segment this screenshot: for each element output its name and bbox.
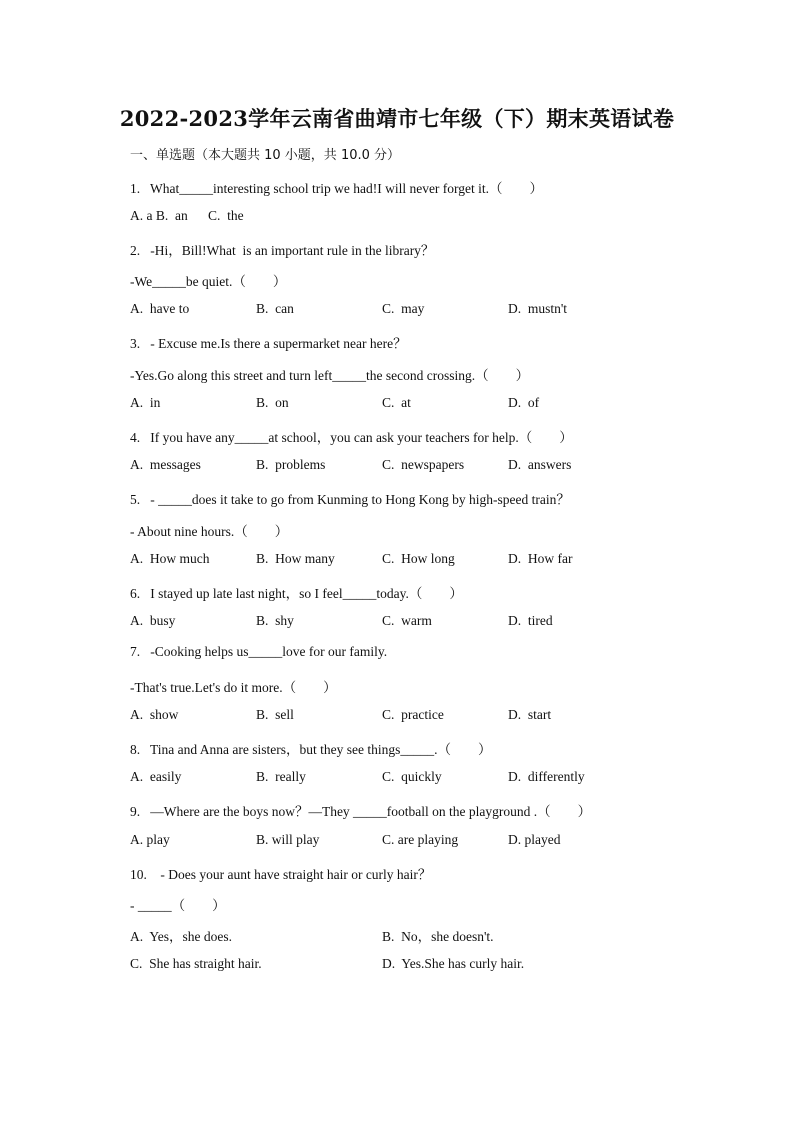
question-10-option-d[interactable]: D. Yes.She has curly hair. (382, 956, 525, 971)
question-2-option-a[interactable]: A. have to (130, 301, 190, 316)
question-2-option-d[interactable]: D. mustn't (508, 301, 568, 316)
section-heading: 一、单选题（本大题共 10 小题，共 10.0 分） (130, 148, 401, 163)
question-9-option-d[interactable]: D. played (508, 832, 561, 847)
question-5-option-c[interactable]: C. How long (382, 551, 455, 566)
question-1-stem: 1. What_____interesting school trip we had!I will never forget it.（ ） (130, 181, 544, 196)
question-7-option-c[interactable]: C. practice (382, 707, 444, 722)
question-1-options: A. a B. an C. the (130, 208, 244, 223)
question-7-response: -That's true.Let's do it more.（ ） (130, 680, 337, 695)
question-2-response: -We_____be quiet.（ ） (130, 274, 287, 289)
question-10-option-c[interactable]: C. She has straight hair. (130, 956, 262, 971)
question-9-option-a[interactable]: A. play (130, 832, 170, 847)
question-4-option-c[interactable]: C. newspapers (382, 457, 465, 472)
exam-title: 2022-2023学年云南省曲靖市七年级（下）期末英语试卷 (119, 106, 675, 131)
question-2-stem: 2. -Hi，Bill!What is an important rule in the library？ (130, 243, 435, 258)
question-4-stem: 4. If you have any_____at school，you can ask your teachers for help.（ ） (130, 430, 573, 445)
question-10-option-a[interactable]: A. Yes，she does. (130, 929, 233, 944)
question-3-option-b[interactable]: B. on (256, 395, 289, 410)
question-10-response: - _____（ ） (130, 898, 226, 913)
question-4-option-d[interactable]: D. answers (508, 457, 572, 472)
question-7-option-a[interactable]: A. show (130, 707, 179, 722)
question-8-option-d[interactable]: D. differently (508, 769, 585, 784)
question-9-stem: 9. —Where are the boys now？—They _____football on the playground .（ ） (130, 804, 592, 819)
question-2-option-b[interactable]: B. can (256, 301, 294, 316)
question-9-option-c[interactable]: C. are playing (382, 832, 459, 847)
question-7-stem: 7. -Cooking helps us_____love for our family. (130, 644, 388, 659)
question-3-option-c[interactable]: C. at (382, 395, 411, 410)
question-5-response: - About nine hours.（ ） (130, 524, 289, 539)
question-5-stem: 5. - _____does it take to go from Kunming to Hong Kong by high-speed train？ (130, 492, 570, 507)
question-6-stem: 6. I stayed up late last night，so I feel_____today.（ ） (130, 586, 463, 601)
question-8-stem: 8. Tina and Anna are sisters，but they see things_____.（ ） (130, 742, 492, 757)
question-6-option-c[interactable]: C. warm (382, 613, 432, 628)
question-5-option-a[interactable]: A. How much (130, 551, 210, 566)
question-4-option-a[interactable]: A. messages (130, 457, 201, 472)
question-8-option-a[interactable]: A. easily (130, 769, 182, 784)
question-6-option-d[interactable]: D. tired (508, 613, 553, 628)
question-8-option-c[interactable]: C. quickly (382, 769, 442, 784)
question-3-response: -Yes.Go along this street and turn left_____the second crossing.（ ） (130, 368, 530, 383)
question-3-stem: 3. - Excuse me.Is there a supermarket near here？ (130, 336, 407, 351)
question-7-option-d[interactable]: D. start (508, 707, 552, 722)
question-9-option-b[interactable]: B. will play (256, 832, 320, 847)
question-6-option-a[interactable]: A. busy (130, 613, 176, 628)
question-4-option-b[interactable]: B. problems (256, 457, 326, 472)
question-7-option-b[interactable]: B. sell (256, 707, 294, 722)
question-5-option-b[interactable]: B. How many (256, 551, 335, 566)
question-6-option-b[interactable]: B. shy (256, 613, 294, 628)
question-3-option-a[interactable]: A. in (130, 395, 161, 410)
question-8-option-b[interactable]: B. really (256, 769, 306, 784)
question-10-stem: 10. - Does your aunt have straight hair or curly hair？ (130, 867, 432, 882)
question-3-option-d[interactable]: D. of (508, 395, 540, 410)
question-5-option-d[interactable]: D. How far (508, 551, 573, 566)
question-10-option-b[interactable]: B. No，she doesn't. (382, 929, 494, 944)
question-2-option-c[interactable]: C. may (382, 301, 425, 316)
